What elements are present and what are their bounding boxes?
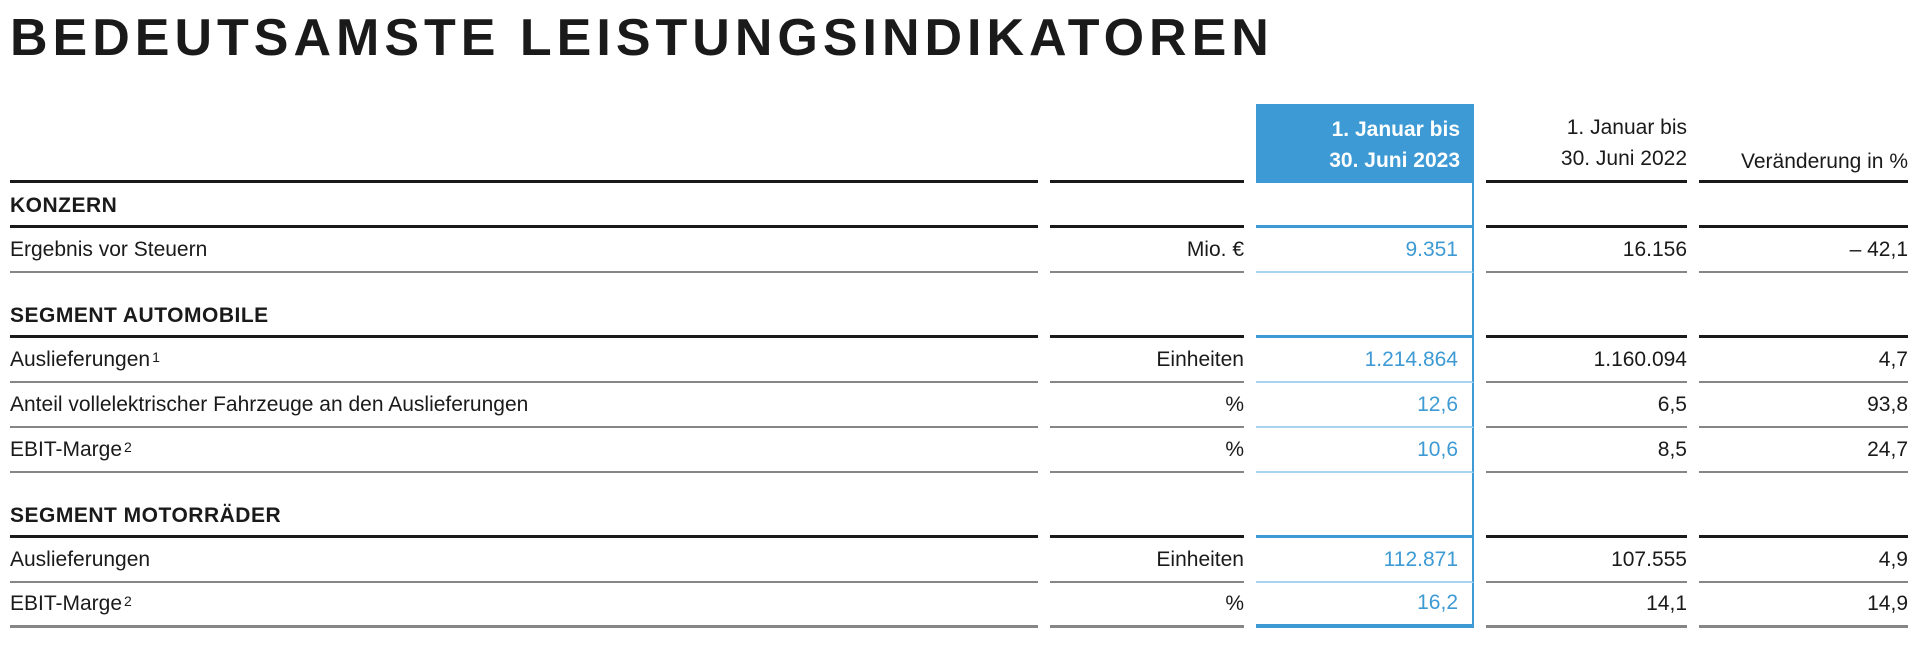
value-change-percent: 93,8	[1699, 383, 1908, 428]
unit-label: %	[1050, 428, 1244, 473]
current-period-line1: 1. Januar bis	[1331, 118, 1460, 141]
value-prior-period: 16.156	[1486, 228, 1687, 273]
table-row	[10, 383, 1908, 428]
section-header-row	[10, 183, 1908, 228]
column-header-current-period	[1256, 85, 1474, 183]
gap-cell	[1699, 473, 1908, 493]
gap-cell	[1486, 473, 1687, 493]
column-header-prior-period	[1486, 85, 1687, 183]
section-cell	[1699, 183, 1908, 228]
gap-cell	[1050, 473, 1244, 493]
unit-label: Einheiten	[1050, 538, 1244, 583]
section-heading: KONZERN	[10, 183, 1038, 228]
gap-cell	[10, 473, 1038, 493]
value-current-period: 12,6	[1256, 383, 1474, 428]
page-title: BEDEUTSAMSTE LEISTUNGSINDIKATOREN	[10, 9, 1274, 67]
table-row	[10, 228, 1908, 273]
unit-label: Mio. €	[1050, 228, 1244, 273]
table-row	[10, 583, 1908, 628]
row-label: EBIT-Marge $^2$	[10, 583, 1038, 628]
value-current-period: 10,6	[1256, 428, 1474, 473]
value-current-period: 16,2	[1256, 583, 1474, 628]
value-prior-period: 6,5	[1486, 383, 1687, 428]
section-cell	[1050, 293, 1244, 338]
header-cell-unit	[1050, 85, 1244, 183]
value-change-percent: 14,9	[1699, 583, 1908, 628]
gap-cell	[1699, 273, 1908, 293]
value-current-period: 1.214.864	[1256, 338, 1474, 383]
unit-label: %	[1050, 383, 1244, 428]
row-label: Anteil vollelektrischer Fahrzeuge an den Auslieferungen	[10, 383, 1038, 428]
footnote-marker: 2	[124, 593, 132, 609]
unit-label: Einheiten	[1050, 338, 1244, 383]
footnote-marker: 2	[124, 439, 132, 455]
table-row	[10, 538, 1908, 583]
section-cell	[1050, 493, 1244, 538]
section-heading: SEGMENT AUTOMOBILE	[10, 293, 1038, 338]
section-cell	[1050, 183, 1244, 228]
prior-period-line2: 30. Juni 2022	[1560, 147, 1687, 170]
section-cell	[1256, 493, 1474, 538]
value-change-percent: – 42,1	[1699, 228, 1908, 273]
value-prior-period: 1.160.094	[1486, 338, 1687, 383]
section-cell	[1256, 293, 1474, 338]
value-change-percent: 4,9	[1699, 538, 1908, 583]
row-label: Auslieferungen	[10, 538, 1038, 583]
gap-cell	[1256, 473, 1474, 493]
section-cell	[1256, 183, 1474, 228]
value-current-period: 112.871	[1256, 538, 1474, 583]
section-heading: SEGMENT MOTORRÄDER	[10, 493, 1038, 538]
table-header-row	[10, 85, 1908, 183]
section-gap	[10, 473, 1908, 493]
row-label: Auslieferungen $^1$	[10, 338, 1038, 383]
section-cell	[1486, 183, 1687, 228]
value-prior-period: 8,5	[1486, 428, 1687, 473]
section-cell	[1699, 293, 1908, 338]
section-cell	[1486, 493, 1687, 538]
table-row	[10, 428, 1908, 473]
kpi-table	[10, 85, 1908, 628]
unit-label: %	[1050, 583, 1244, 628]
header-cell-label	[10, 85, 1038, 183]
current-period-highlight-box	[1256, 104, 1474, 183]
row-label: EBIT-Marge $^2$	[10, 428, 1038, 473]
prior-period-label	[1561, 112, 1687, 180]
table-row	[10, 338, 1908, 383]
value-current-period: 9.351	[1256, 228, 1474, 273]
column-header-change	[1699, 85, 1908, 183]
value-change-percent: 24,7	[1699, 428, 1908, 473]
section-gap	[10, 273, 1908, 293]
prior-period-line1: 1. Januar bis	[1566, 116, 1687, 139]
gap-cell	[1050, 273, 1244, 293]
value-prior-period: 107.555	[1486, 538, 1687, 583]
footnote-marker: 1	[152, 349, 160, 365]
change-column-label: Veränderung in %	[1741, 150, 1908, 173]
current-period-line2: 30. Juni 2023	[1329, 149, 1460, 172]
row-label: Ergebnis vor Steuern	[10, 228, 1038, 273]
value-change-percent: 4,7	[1699, 338, 1908, 383]
section-cell	[1699, 493, 1908, 538]
value-prior-period: 14,1	[1486, 583, 1687, 628]
gap-cell	[10, 273, 1038, 293]
gap-cell	[1486, 273, 1687, 293]
gap-cell	[1256, 273, 1474, 293]
section-header-row	[10, 293, 1908, 338]
section-cell	[1486, 293, 1687, 338]
section-header-row	[10, 493, 1908, 538]
